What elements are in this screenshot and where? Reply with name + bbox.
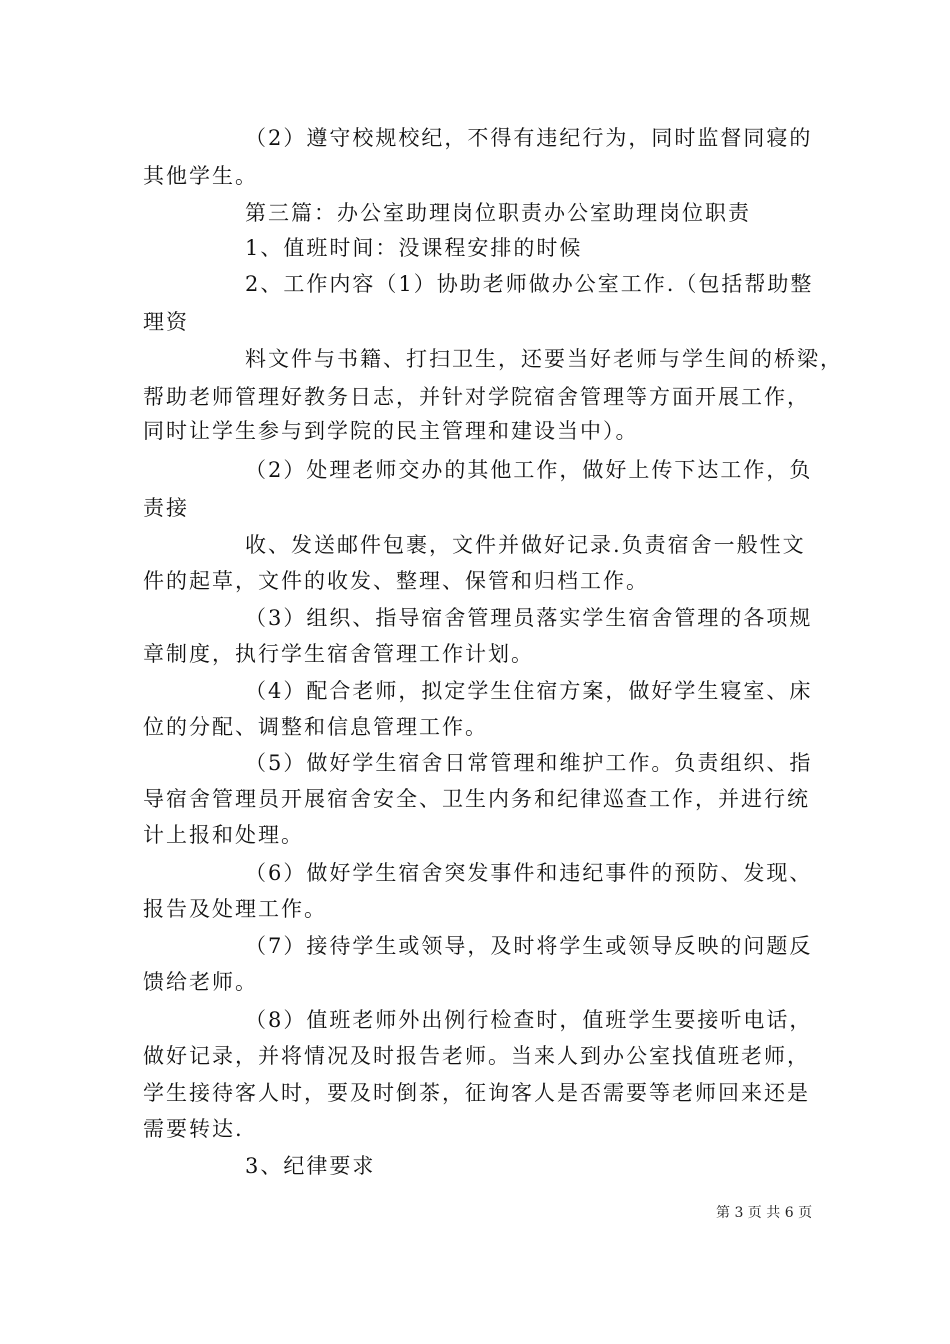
section-heading: 3、纪律要求 [245,1154,376,1178]
text-line: 同时让学生参与到学院的民主管理和建设当中）。 [143,419,639,443]
text-line: 责接 [143,496,189,520]
text-line: 导宿舍管理员开展宿舍安全、卫生内务和纪律巡查工作，并进行统 [143,787,810,811]
text-line: 做好记录，并将情况及时报告老师。当来人到办公室找值班老师， [143,1044,810,1068]
section-heading: 第三篇：办公室助理岗位职责办公室助理岗位职责 [245,201,751,225]
text-line: （7）接待学生或领导，及时将学生或领导反映的问题反 [245,934,813,958]
text-line: （5）做好学生宿舍日常管理和维护工作。负责组织、指 [245,751,813,775]
text-line: 理资 [143,310,189,334]
text-line: 章制度，执行学生宿舍管理工作计划。 [143,642,534,666]
text-line: （6）做好学生宿舍突发事件和违纪事件的预防、发现、 [245,861,813,885]
text-line: 帮助老师管理好教务日志，并针对学院宿舍管理等方面开展工作， [143,385,810,409]
text-line: （8）值班老师外出例行检查时，值班学生要接听电话， [245,1008,813,1032]
text-line: 件的起草，文件的收发、整理、保管和归档工作。 [143,569,649,593]
text-line: 计上报和处理。 [143,823,304,847]
text-line: 其他学生。 [143,164,258,188]
text-line: （2）处理老师交办的其他工作，做好上传下达工作，负 [245,458,813,482]
text-line: 需要转达. [143,1117,244,1141]
text-line: 1、值班时间：没课程安排的时候 [245,236,583,260]
page-number: 第 3 页 共 6 页 [716,1205,813,1221]
text-line: 料文件与书籍、打扫卫生，还要当好老师与学生间的桥梁， [245,347,843,371]
text-line: 报告及处理工作。 [143,897,327,921]
text-line: （3）组织、指导宿舍管理员落实学生宿舍管理的各项规 [245,606,813,630]
text-line: 位的分配、调整和信息管理工作。 [143,715,488,739]
text-line: （2）遵守校规校纪，不得有违纪行为，同时监督同寝的 [245,126,813,150]
text-line: 收、发送邮件包裹，文件并做好记录.负责宿舍一般性文 [245,533,806,557]
text-line: 学生接待客人时，要及时倒茶，征询客人是否需要等老师回来还是 [143,1081,810,1105]
text-line: 2、工作内容（1）协助老师做办公室工作.（包括帮助整 [245,272,814,296]
text-line: 馈给老师。 [143,970,258,994]
text-line: （4）配合老师，拟定学生住宿方案，做好学生寝室、床 [245,679,813,703]
